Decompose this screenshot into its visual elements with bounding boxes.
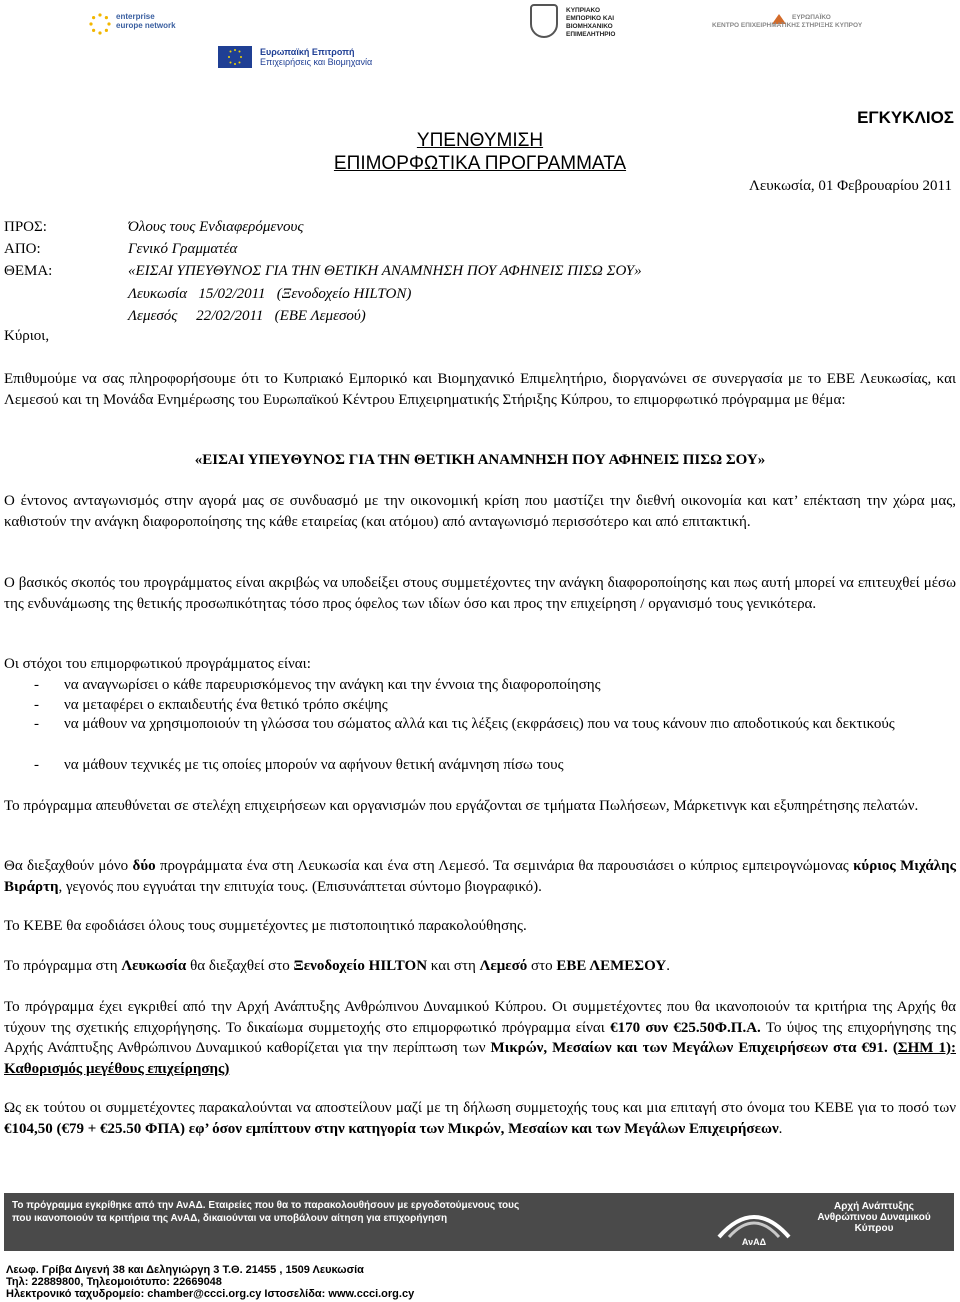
text-run: Το ύψος της επιχορήγησης της Αρχής Ανάπτυξης Ανθρώπινου Δυναμικού καθορίζεται για την περίπτωση των [4, 1019, 956, 1056]
payment-amount: €104,50 (€79 + €25.50 ΦΠΑ) εφ’ όσον εμπίπτουν στην κατηγορία των Μικρών, Μεσαίων και των Μεγάλων Επιχειρήσεων [4, 1120, 779, 1137]
session-limassol: Λεμεσός 22/02/2011 (ΕΒΕ Λεμεσού) [128, 308, 366, 324]
hrda-banner [4, 1193, 954, 1251]
fee-amount: €170 συν €25.50Φ.Π.Α. [610, 1019, 761, 1036]
goal-item: να μεταφέρει ο εκπαιδευτής ένα θετικό τρόπο σκέψης [64, 697, 388, 713]
text-run: . [778, 1120, 783, 1137]
text-run: Το πρόγραμμα στη [4, 958, 122, 974]
paragraph-payment [4, 1098, 956, 1139]
program-title: «ΕΙΣΑΙ ΥΠΕΥΘΥΝΟΣ ΓΙΑ ΤΗΝ ΘΕΤΙΚΗ ΑΝΑΜΝΗΣΗ ΠΟΥ ΑΦΗΝΕΙΣ ΠΙΣΩ ΣΟΥ» [194, 452, 766, 468]
hrda-logo-icon [714, 1197, 794, 1247]
paragraph-purpose: Ο βασικός σκοπός του προγράμματος είναι ακριβώς να υποδείξει στους συμμετέχοντες την ανάγκη διαφοροποίησης και πως αυτή μπορεί να επιτευχθεί μέσω της ενδυνάμωσης της θετικής προσωπικότητας τόσο προς όφελος των ιδίων όσο και προς την επιχείρηση / οργανισμό τους γενικότερα. [4, 575, 956, 612]
eu-commission-line2: Επιχειρήσεις και Βιομηχανία [260, 57, 373, 67]
ccci-emblem-icon [530, 4, 558, 38]
text-run: Θα διεξαχθούν μόνο [4, 858, 133, 874]
goal-bullet: - [34, 757, 39, 773]
text-run: θα διεξαχθεί στο [186, 958, 294, 974]
hrda-logo-text: ΑνΑΔ [741, 1237, 767, 1247]
document-date: Λευκωσία, 01 Φεβρουαρίου 2011 [749, 178, 952, 194]
text-run-bold: Λευκωσία [121, 958, 187, 974]
footer-phone: Τηλ: 22889800, Τηλεομοιότυπο: 22669048 [6, 1276, 222, 1288]
text-run: προγράμματα ένα στη Λευκωσία και ένα στη Λεμεσό. Τα σεμινάρια θα παρουσιάσει ο κύπριος εμπειρογνώμονας [155, 858, 854, 874]
ccci-line4: ΕΠΙΜΕΛΗΤΗΡΙΟ [566, 31, 616, 38]
goal-item: να μάθουν να χρησιμοποιούν τη γλώσσα του σώματος αλλά και τις λέξεις (εκφράσεις) που να τους κάνουν πιο αποδοτικούς και δεκτικούς [64, 716, 895, 732]
goal-bullet: - [34, 697, 39, 713]
paragraph-certificate: Το ΚΕΒΕ θα εφοδιάσει όλους τους συμμετέχοντες με πιστοποιητικό παρακολούθησης. [4, 918, 527, 934]
ccci-line3: ΒΙΟΜΗΧΑΝΙΚΟ [566, 23, 613, 30]
kepa-line2: ΚΕΝΤΡΟ ΕΠΙΧΕΙΡΗΜΑΤΙΚΗΣ ΣΤΗΡΙΞΗΣ ΚΥΠΡΟΥ [712, 22, 863, 29]
european-commission-logo [218, 46, 478, 68]
paragraph-audience: Το πρόγραμμα απευθύνεται σε στελέχη επιχειρήσεων και οργανισμών που εργάζονται σε τμήματα Πωλήσεων, Μάρκετινγκ και εξυπηρέτησης πελατών. [4, 798, 919, 814]
eu-commission-line1: Ευρωπαϊκή Επιτροπή [260, 47, 355, 57]
footer-email: Ηλεκτρονικό ταχυδρομείο: chamber@ccci.org.cy Ιστοσελίδα: www.ccci.org.cy [6, 1288, 415, 1300]
paragraph-venues [4, 956, 956, 977]
from-label: ΑΠΟ: [4, 241, 41, 257]
text-run: Ως εκ τούτου οι συμμετέχοντες παρακαλούνται να αποστείλουν μαζί με τη δήλωση συμμετοχής τους και μια επιταγή στο όνομα του ΚΕΒΕ για το ποσό των [4, 1100, 956, 1116]
paragraph-sessions [4, 856, 956, 897]
ccci-line2: ΕΜΠΟΡΙΚΟ ΚΑΙ [566, 15, 615, 22]
goal-item: να μάθουν τεχνικές με τις οποίες μπορούν να αφήνουν θετική ανάμνηση πίσω τους [64, 757, 564, 773]
subject-label: ΘΕΜΑ: [4, 263, 53, 279]
intro-paragraph: Επιθυμούμε να σας πληροφορήσουμε ότι το Κυπριακό Εμπορικό και Βιομηχανικό Επιμελητήριο, διοργανώνει σε συνεργασία με το ΕΒΕ Λευκωσίας, και Λεμεσού και τη Μονάδα Ενημέρωσης του Ευρωπαϊκού Κέντρου Επιχειρηματικής Στήριξης Κύπρου, το επιμορφωτικό πρόγραμμα με θέμα: [4, 371, 956, 408]
text-run: στο [527, 958, 557, 974]
eu-flag-icon [218, 46, 252, 68]
speaker-name: κύριος Μιχάλης Βιράρτη [4, 858, 956, 895]
text-run-bold: Μικρών, Μεσαίων και των Μεγάλων Επιχειρήσεων στα €91. ( [490, 1040, 898, 1056]
title-line2: ΕΠΙΜΟΡΦΩΤΙΚΑ ΠΡΟΓΡΑΜΜΑΤΑ [333, 153, 627, 174]
text-run-bold: Ξενοδοχείο HILTON [293, 958, 428, 974]
circular-label: ΕΓΚΥΚΛΙΟΣ [857, 108, 954, 127]
text-run-bold: ΕΒΕ ΛΕΜΕΣΟΥ [556, 958, 667, 974]
title-line1: ΥΠΕΝΘΥΜΙΣΗ [416, 130, 544, 151]
salutation: Κύριοι, [4, 328, 50, 344]
note-reference-link[interactable]: ΣΗΜ 1): Καθορισμός μεγέθους επιχείρησης) [4, 1040, 957, 1077]
text-run-bold: δύο [132, 858, 156, 874]
goal-bullet: - [34, 716, 39, 732]
footer-address: Λεωφ. Γρίβα Διγενή 38 και Δεληγιώργη 3 Τ.Θ. 21455 , 1509 Λευκωσία [6, 1264, 364, 1276]
from-value: Γενικό Γραμματέα [128, 241, 238, 257]
kepa-line1: ΕΥΡΩΠΑΪΚΟ [792, 14, 831, 21]
enterprise-network-text: enterprise europe network [116, 12, 176, 30]
text-run-bold: Λεμεσό [479, 958, 528, 974]
to-value: Όλους τους Ενδιαφερόμενους [128, 219, 304, 235]
text-run: Το πρόγραμμα έχει εγκριθεί από την Αρχή Ανάπτυξης Ανθρώπινου Δυναμικού Κύπρου. Οι συμμετέχοντες που θα ικανοποιούν τα κριτήρια της Αρχής θα τύχουν της σχετικής επιχορήγησης. Το δικαίωμα συμμετοχής στο επιμορφωτικό πρόγραμμα είναι [4, 999, 956, 1036]
text-run: . [666, 958, 670, 974]
text-run: , γεγονός που εγγυάται την επιτυχία τους. (Επισυνάπτεται σύντομο βιογραφικό). [58, 878, 542, 895]
subject-value: «ΕΙΣΑΙ ΥΠΕΥΘΥΝΟΣ ΓΙΑ ΤΗΝ ΘΕΤΙΚΗ ΑΝΑΜΝΗΣΗ ΠΟΥ ΑΦΗΝΕΙΣ ΠΙΣΩ ΣΟΥ» [128, 263, 642, 279]
kepa-logo [712, 14, 912, 36]
paragraph-subsidy [4, 997, 956, 1079]
enterprise-europe-network-logo [88, 8, 178, 44]
eu-stars-icon [88, 12, 112, 36]
to-label: ΠΡΟΣ: [4, 219, 47, 235]
goals-intro: Οι στόχοι του επιμορφωτικού προγράμματος είναι: [4, 656, 311, 672]
text-run: και στη [427, 958, 480, 974]
goal-item: να αναγνωρίσει ο κάθε παρευρισκόμενος την ανάγκη και την έννοια της διαφοροποίησης [64, 677, 601, 693]
hrda-name: Αρχή Ανάπτυξης Ανθρώπινου Δυναμικού Κύπρου [817, 1201, 931, 1234]
ccci-line1: ΚΥΠΡΙΑΚΟ [566, 7, 601, 14]
paragraph-competition: Ο έντονος ανταγωνισμός στην αγορά μας σε συνδυασμό με την οικονομική κρίση που μαστίζει την διεθνή οικονομία και κατ’ επέκταση την χώρα μας, καθιστούν την ανάγκη διαφοροποίησης της κάθε εταιρείας (και ατόμου) από ανταγωνισμό περισσότερο και από επιτακτική. [4, 493, 956, 530]
goal-bullet: - [34, 677, 39, 693]
hrda-banner-text: Το πρόγραμμα εγκρίθηκε από την ΑνΑΔ. Εταιρείες που θα το παρακολουθήσουν με εργοδοτούμενους τους που ικανοποιούν τα κριτήρια της ΑνΑΔ, δικαιούνται να υποβάλουν αίτηση για επιχορήγηση [12, 1200, 520, 1224]
ccci-logo [530, 4, 690, 40]
session-nicosia: Λευκωσία 15/02/2011 (Ξενοδοχείο HILTON) [128, 286, 412, 302]
